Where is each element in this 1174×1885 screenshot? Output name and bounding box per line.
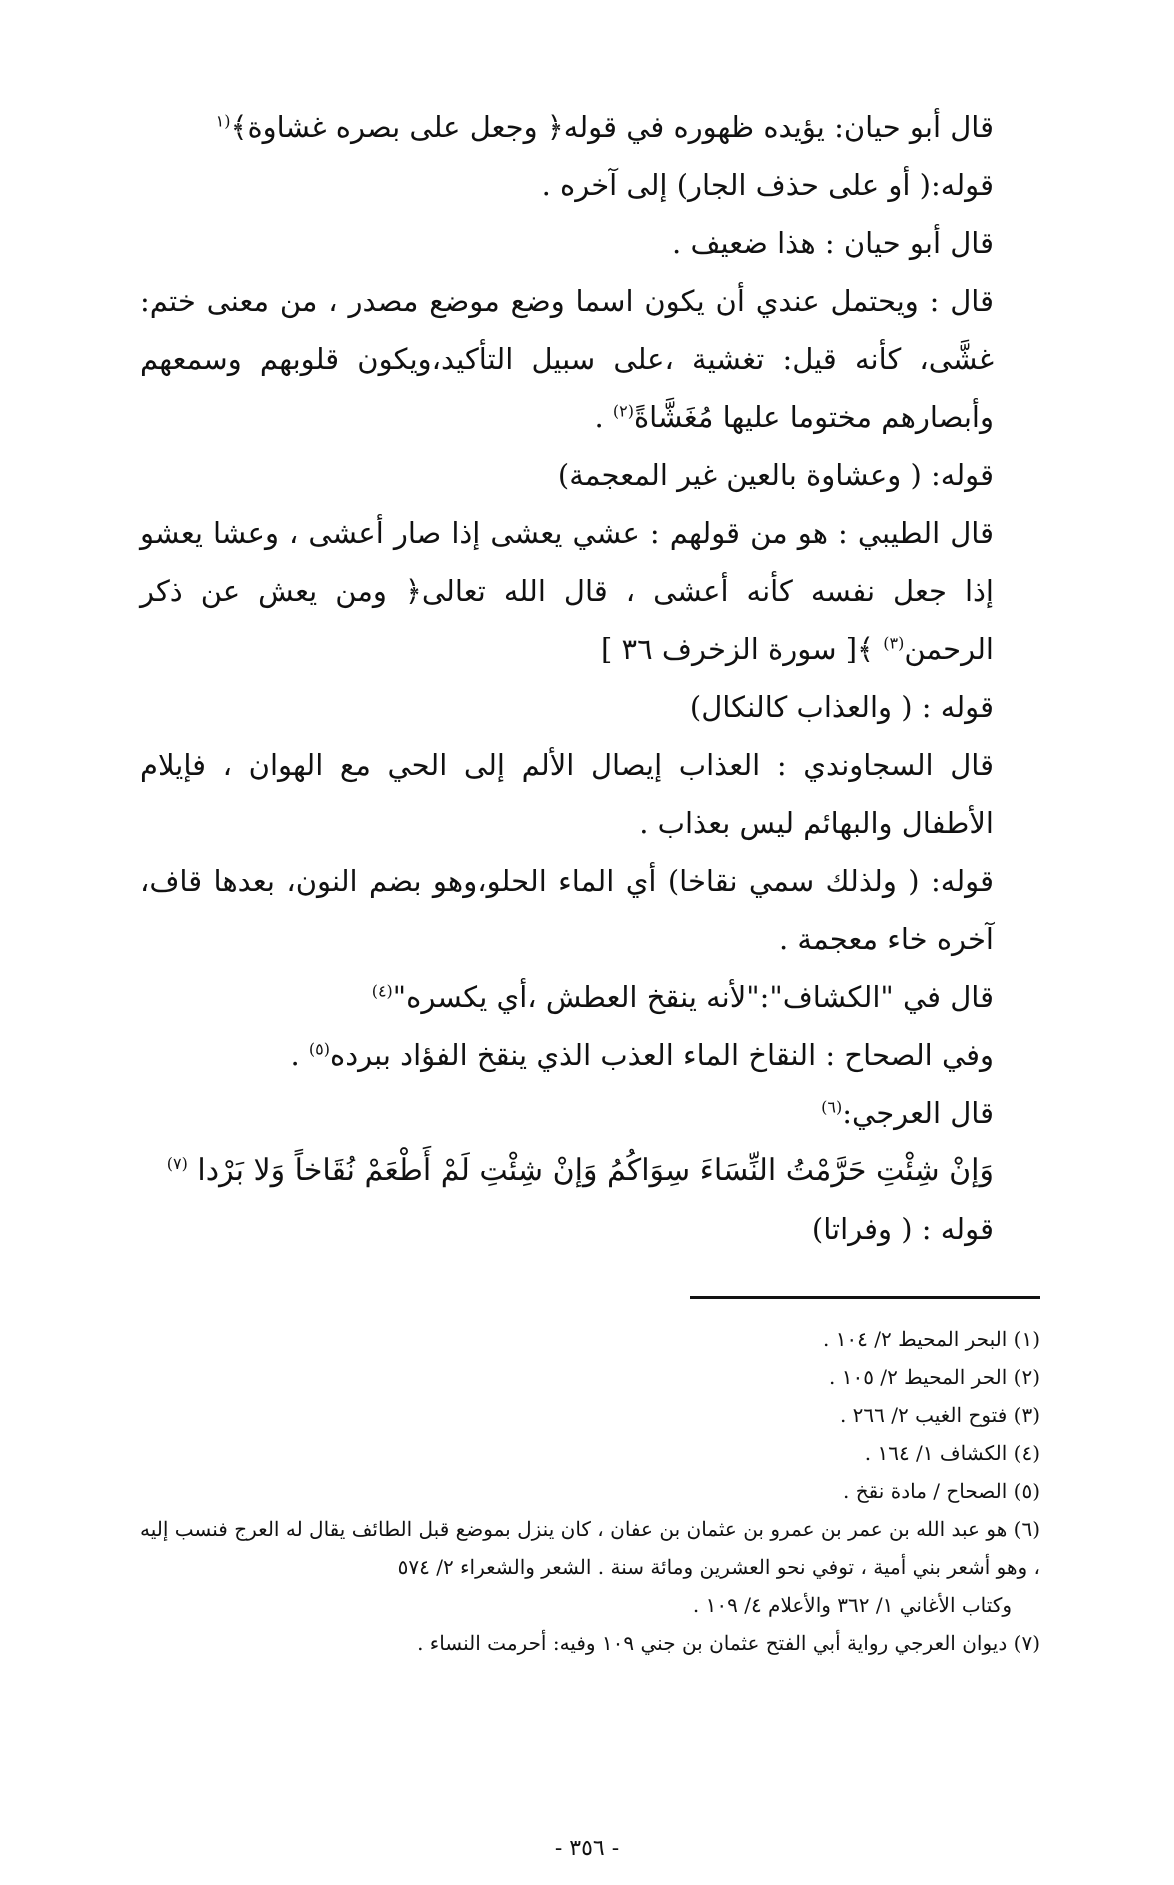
footnotes xyxy=(140,1320,1040,1662)
footnote-ref: (٤) xyxy=(371,981,393,1001)
paragraph: قال أبو حيان : هذا ضعيف . xyxy=(672,226,994,260)
footnote: (٧) ديوان العرجي رواية أبي الفتح عثمان بن جني ١٠٩ وفيه: أحرمت النساء . xyxy=(417,1631,1040,1655)
footnote: (٥) الصحاح / مادة نقخ . xyxy=(843,1479,1040,1503)
paragraph: قوله: ( ولذلك سمي نقاخا) أي الماء الحلو،وهو بضم النون، بعدها قاف، آخره خاء معجمة . xyxy=(140,864,994,956)
footnote: (١) البحر المحيط ٢/ ١٠٤ . xyxy=(822,1327,1040,1351)
main-text xyxy=(140,98,1040,1258)
paragraph: قال السجاوندي : العذاب إيصال الألم إلى الحي مع الهوان ، فإيلام الأطفال والبهائم ليس بعذاب . xyxy=(140,748,994,840)
footnote-ref: (٧) xyxy=(166,1154,188,1173)
footnote-ref: (٦) xyxy=(821,1097,843,1117)
footnote: (٦) هو عبد الله بن عمر بن عمرو بن عثمان بن عفان ، كان ينزل بموضع قبل الطائف يقال له العرج فنسب إليه ، وهو أشعر بني أمية ، توفي نحو العشرين ومائة سنة . الشعر والشعراء ٢/ ٥٧٤ xyxy=(140,1517,1040,1579)
footnote-ref: (٥) xyxy=(308,1039,331,1059)
footnote: (٤) الكشاف ١/ ١٦٤ . xyxy=(864,1441,1040,1465)
paragraph: قال العرجي:$^{(٦)}$ xyxy=(821,1096,994,1130)
footnote: (٢) الحر المحيط ٢/ ١٠٥ . xyxy=(829,1365,1040,1389)
footnote-divider xyxy=(690,1296,1040,1299)
paragraph: قوله:( أو على حذف الجار) إلى آخره . xyxy=(541,168,994,202)
footnote-ref: (١ xyxy=(215,111,231,131)
paragraph: قوله : ( وفراتا) xyxy=(811,1212,994,1246)
paragraph: قوله : ( والعذاب كالنكال) xyxy=(689,690,994,724)
paragraph: قال الطيبي : هو من قولهم : عشي يعشى إذا صار أعشى ، وعشا يعشو إذا جعل نفسه كأنه أعشى ، قال الله تعالى﴿ ومن يعش عن ذكر الرحمن$^{(٣)}$ ﴾[ سورة الزخرف ٣٦ ] xyxy=(140,516,994,666)
paragraph: وفي الصحاح : النقاخ الماء العذب الذي ينقخ الفؤاد ببرده$^{(٥)}$ . xyxy=(290,1038,994,1072)
footnote-ref: (٣) xyxy=(883,633,905,653)
paragraph: قال : ويحتمل عندي أن يكون اسما وضع موضع مصدر ، من معنى ختم: غشَّى، كأنه قيل: تغشية ،على سبيل التأكيد،ويكون قلوبهم وسمعهم وأبصارهم مختوما عليها مُغَشَّاةً$^{(٢)}$ . xyxy=(140,284,994,434)
paragraph: قوله: ( وعشاوة بالعين غير المعجمة) xyxy=(557,458,994,492)
paragraph: قال أبو حيان: يؤيده ظهوره في قوله﴿ وجعل على بصره غشاوة﴾$^{(١}$ xyxy=(215,110,994,144)
footnote: (٣) فتوح الغيب ٢/ ٢٦٦ . xyxy=(839,1403,1040,1427)
poem-verse: وَإنْ شِئْتِ حَرَّمْتُ النِّسَاءَ سِوَاكُمُ وَإنْ شِئْتِ لَمْ أَطْعَمْ نُقَاخاً وَلا بَرْدا $^{(٧)}$ xyxy=(166,1153,994,1188)
footnote-ref: (٢) xyxy=(612,401,634,421)
page-number: - ٣٥٦ - xyxy=(554,1836,620,1861)
footnote-continuation: وكتاب الأغاني ١/ ٣٦٢ والأعلام ٤/ ١٠٩ . xyxy=(692,1593,1012,1617)
paragraph: قال في "الكشاف":"لأنه ينقخ العطش ،أي يكسره"$^{(٤)}$ xyxy=(371,980,994,1014)
